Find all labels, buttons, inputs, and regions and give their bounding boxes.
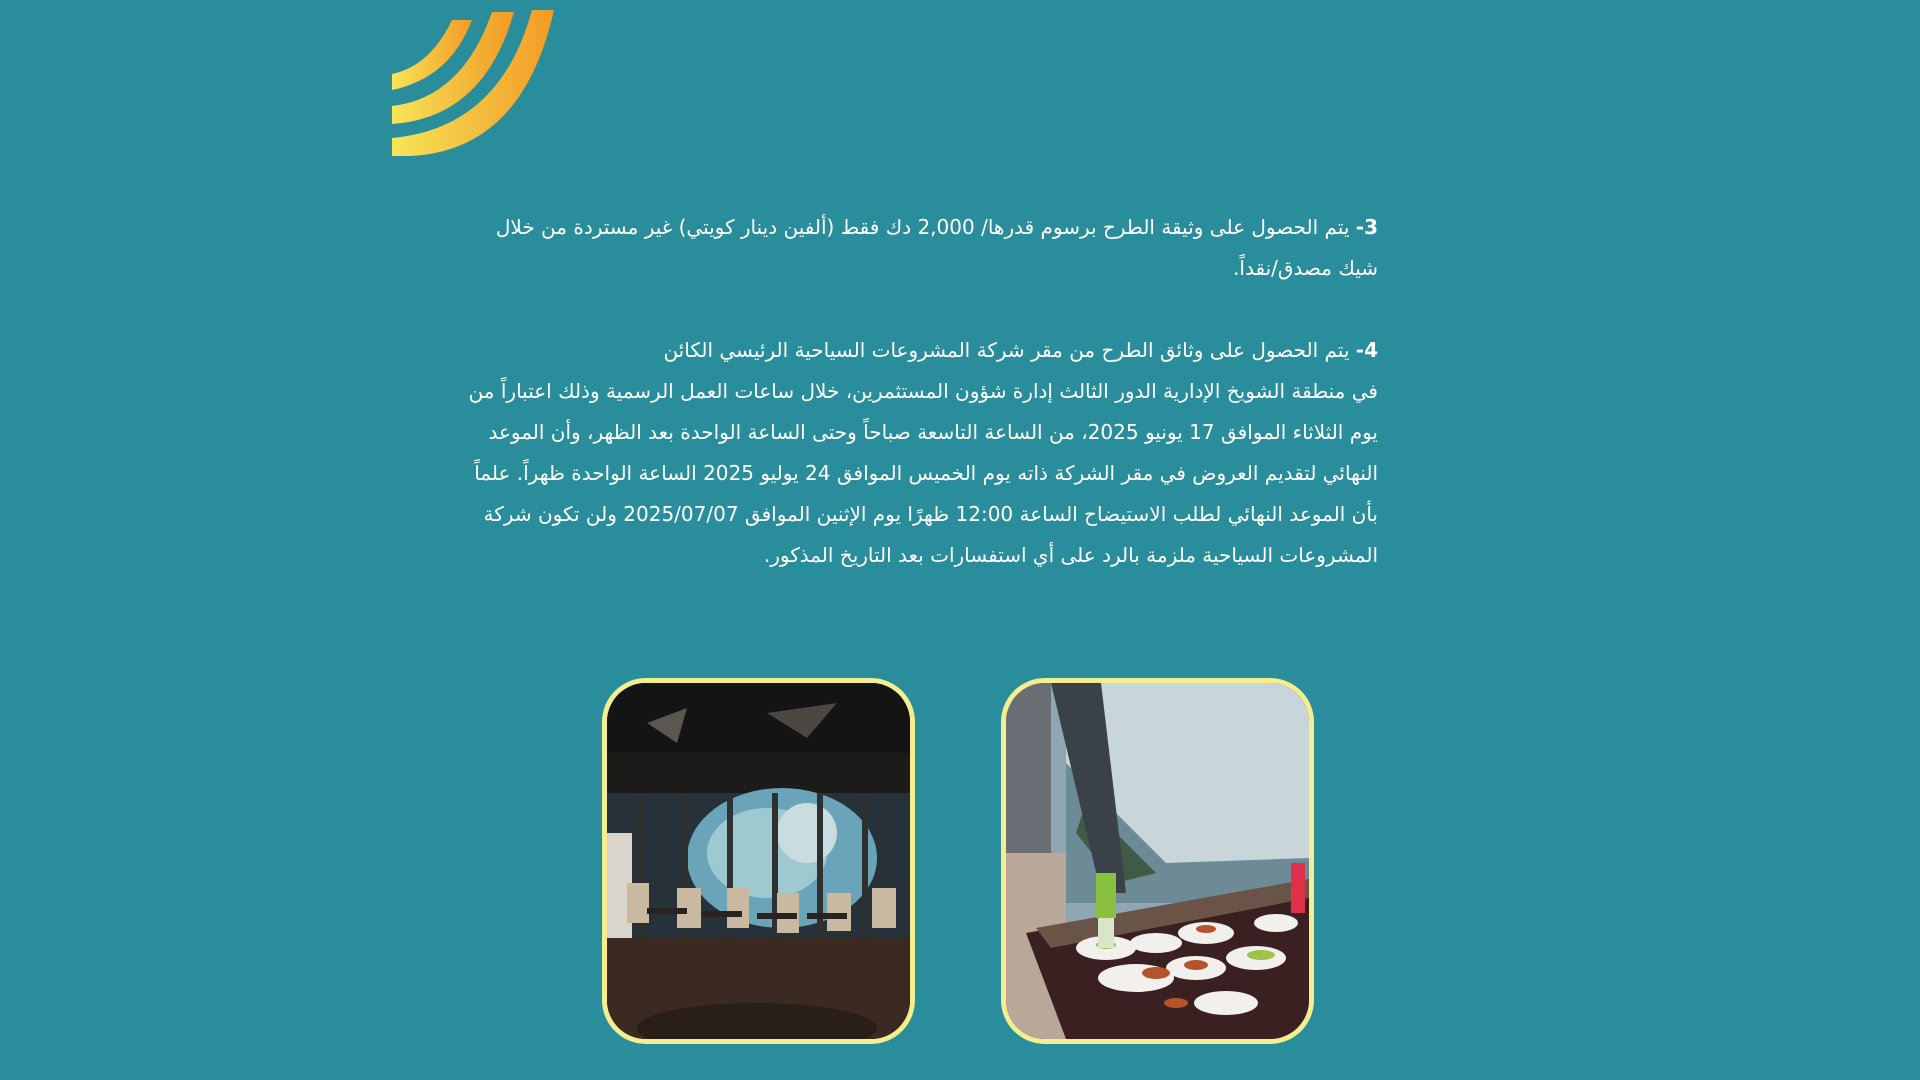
paragraph-3-line-1: [430, 207, 1378, 248]
paragraph-4-line-6: المشروعات السياحية ملزمة بالرد على أي استفسارات بعد التاريخ المذكور.: [763, 543, 1378, 567]
paragraph-3-line-1-text: يتم الحصول على وثيقة الطرح برسوم قدرها/ 2,000 دك فقط (ألفين دينار كويتي) غير مستردة من خلال: [495, 215, 1350, 239]
dining-table-photo: [1001, 678, 1314, 1044]
paragraph-4-line-2: في منطقة الشويخ الإدارية الدور الثالث إدارة شؤون المستثمرين، خلال ساعات العمل الرسمية وذلك اعتباراً من: [468, 379, 1378, 403]
restaurant-interior-photo: [602, 678, 915, 1044]
paragraph-4-line-5: بأن الموعد النهائي لطلب الاستيضاح الساعة 12:00 ظهرًا يوم الإثنين الموافق 2025/07/07 ولن تكون شركة: [483, 502, 1378, 526]
paragraph-4-line-4: النهائي لتقديم العروض في مقر الشركة ذاته يوم الخميس الموافق 24 يوليو 2025 الساعة الواحدة ظهراً. علماً: [474, 461, 1378, 485]
paragraph-3-number: 3-: [1355, 215, 1378, 239]
wave-arcs-logo-icon: [392, 6, 562, 156]
paragraph-3: [430, 207, 1378, 289]
paragraph-4-line-1: [430, 330, 1378, 371]
company-logo: [392, 6, 562, 156]
restaurant-interior-image: [607, 683, 910, 1039]
paragraph-3-line-2: شيك مصدق/نقداً.: [1233, 256, 1378, 280]
dining-table-image: [1006, 683, 1309, 1039]
paragraph-4-number: 4-: [1355, 338, 1378, 362]
tender-terms-text: [430, 207, 1378, 576]
paragraph-4-line-3: يوم الثلاثاء الموافق 17 يونيو 2025، من الساعة التاسعة صباحاً وحتى الساعة الواحدة بعد الظهر، وأن الموعد: [488, 420, 1378, 444]
paragraph-4: [430, 330, 1378, 576]
paragraph-4-line-1-text: يتم الحصول على وثائق الطرح من مقر شركة المشروعات السياحية الرئيسي الكائن: [663, 338, 1350, 362]
